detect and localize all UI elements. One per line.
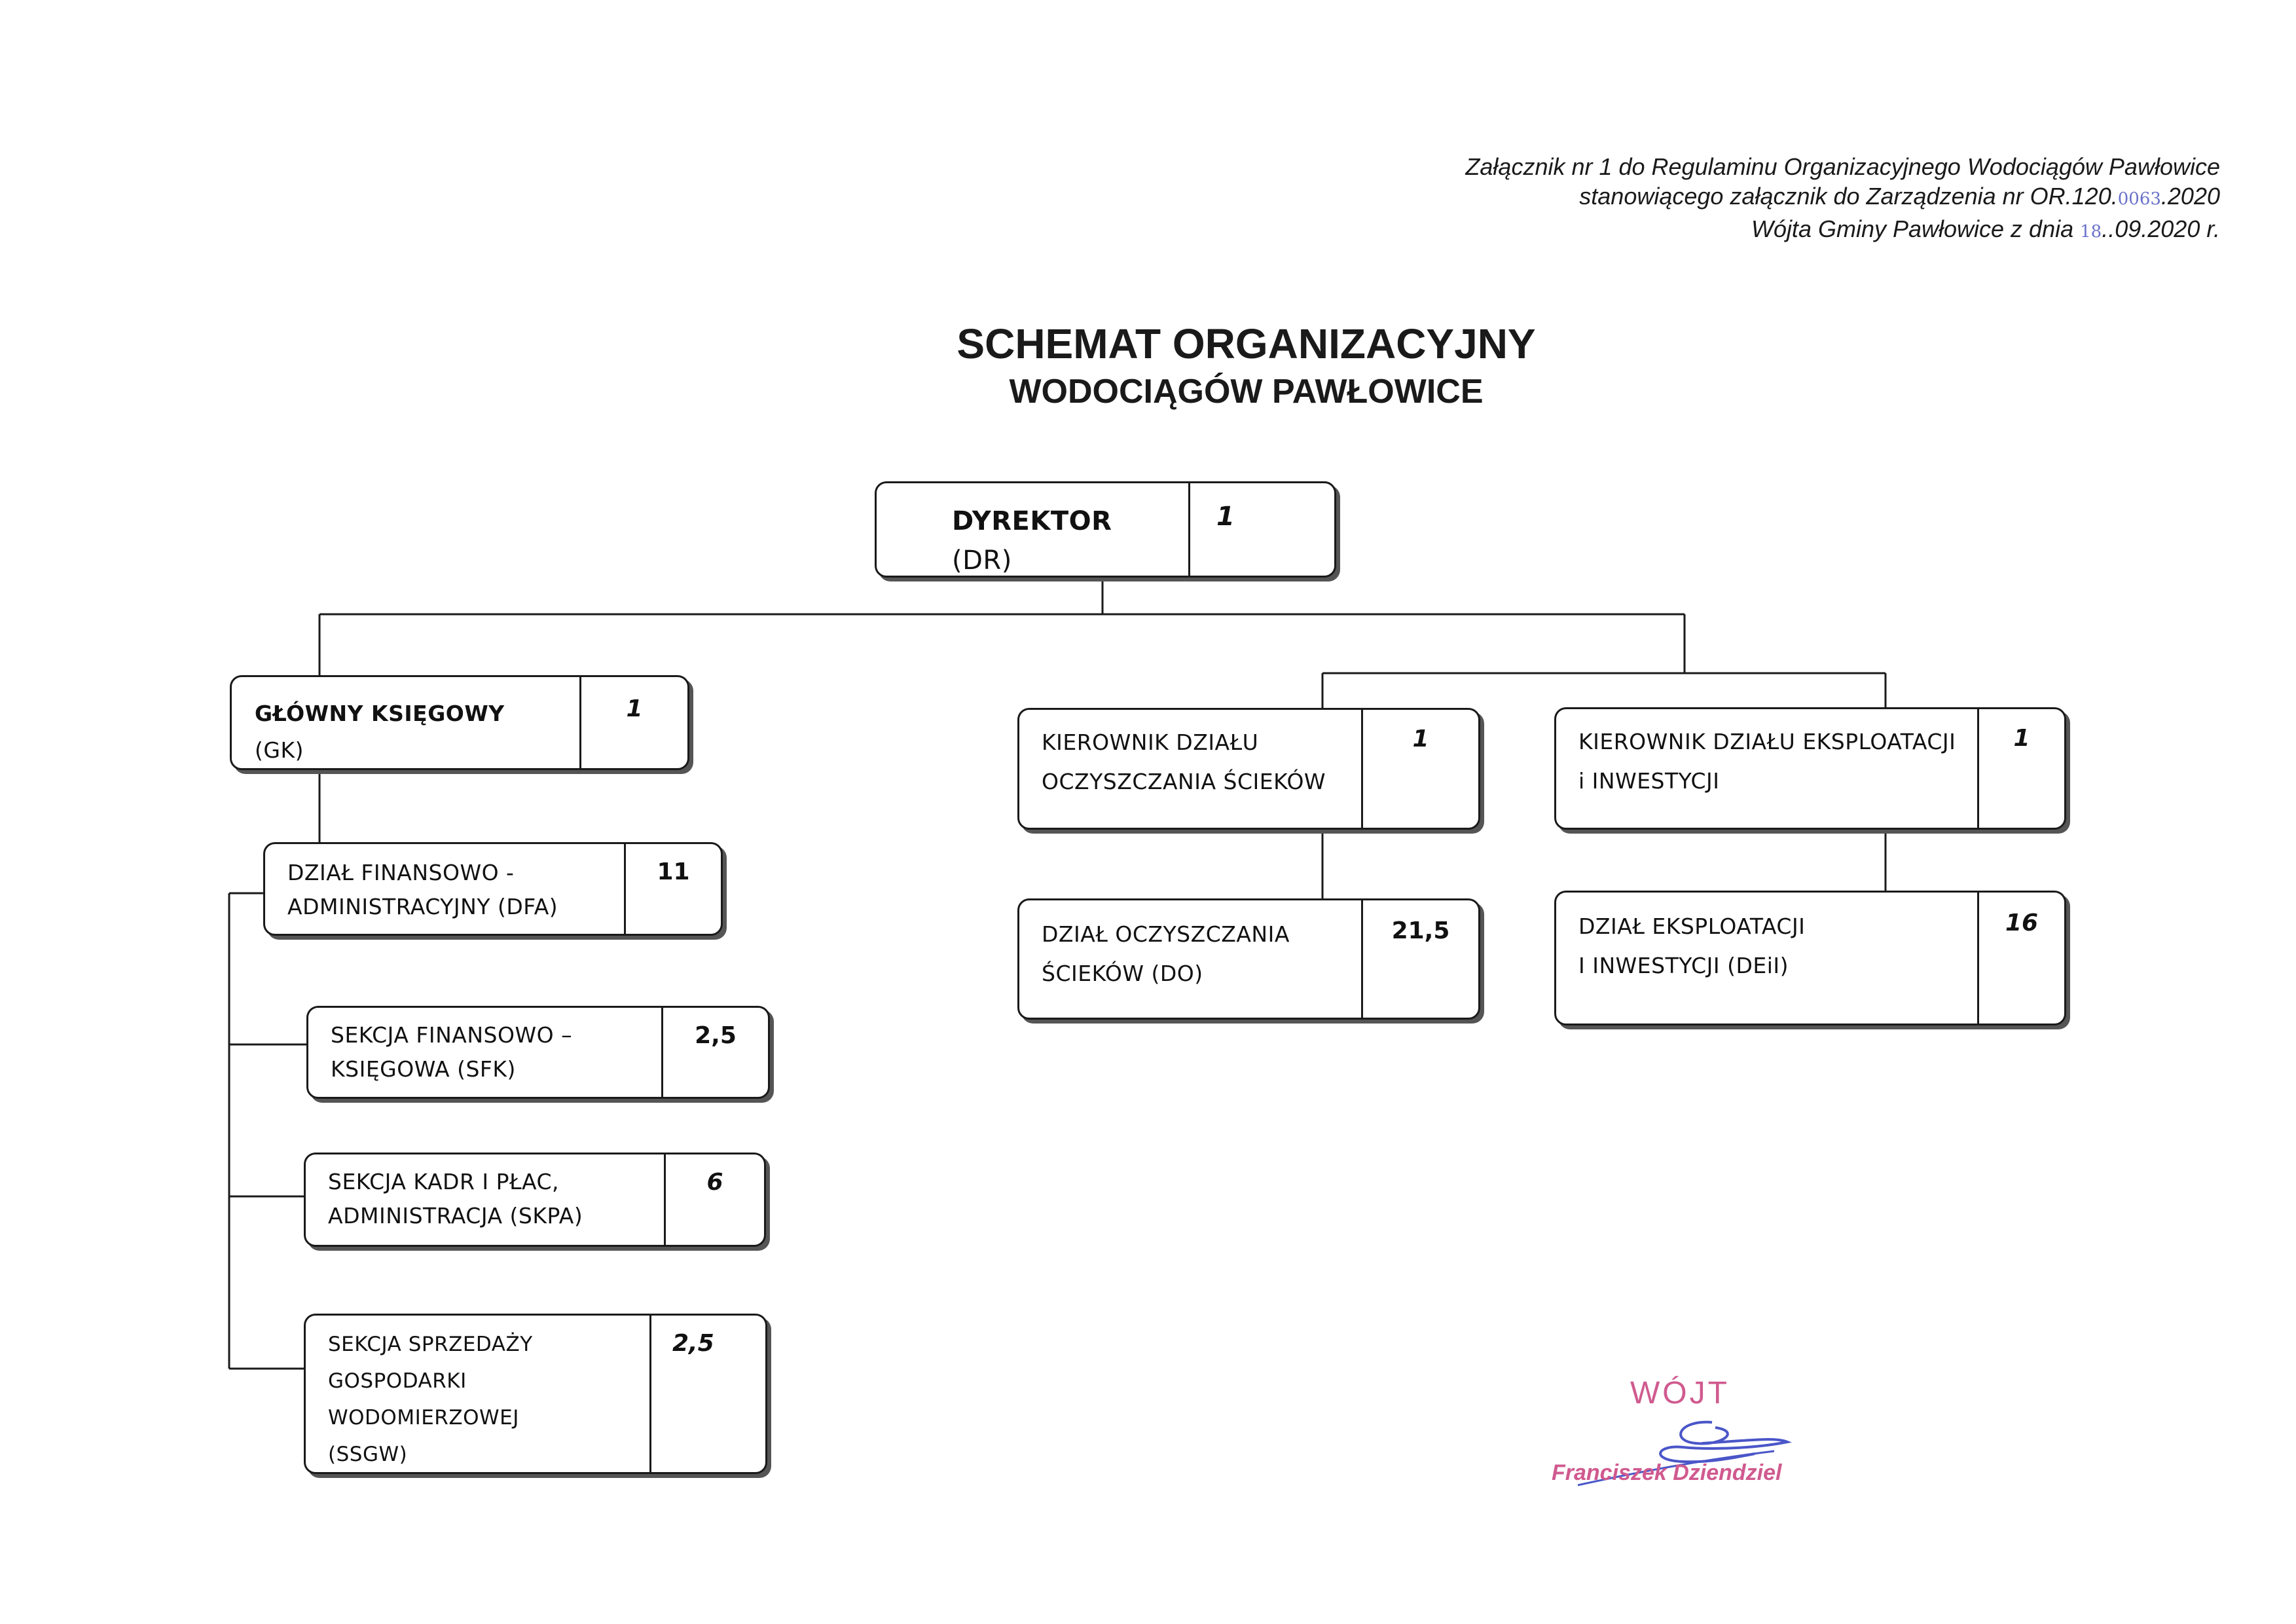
chart-title: SCHEMAT ORGANIZACYJNY (957, 320, 1536, 367)
skpa-count: 6 (664, 1154, 764, 1245)
gk-title: GŁÓWNY KSIĘGOWY (255, 701, 505, 726)
dfa-count: 11 (624, 844, 721, 934)
chart-subtitle: WODOCIĄGÓW PAWŁOWICE (1009, 373, 1484, 411)
do-count: 21,5 (1361, 900, 1478, 1018)
box-sekcja-finansowo-ksiegowa (306, 1006, 770, 1099)
kdo-count: 1 (1361, 710, 1478, 828)
sfk-line-2: KSIĘGOWA (SFK) (331, 1056, 516, 1082)
do-line-1: DZIAŁ OCZYSZCZANIA (1042, 921, 1290, 947)
box-dzial-finansowo-administracyjny (263, 842, 723, 936)
kdo-label (1019, 710, 1361, 828)
box-kierownik-oczyszczania (1017, 708, 1480, 830)
kdei-line-1: KIEROWNIK DZIAŁU EKSPLOATACJI (1578, 729, 1956, 754)
kdei-line-2: i INWESTYCJI (1578, 768, 1720, 794)
box-kierownik-eksploatacji (1554, 707, 2066, 830)
dfa-label (265, 844, 624, 934)
ssgw-line-2: GOSPODARKI WODOMIERZOWEJ (328, 1369, 519, 1430)
wojt-stamp (1539, 1375, 1840, 1506)
kdei-count: 1 (1977, 709, 2064, 828)
box-sekcja-kadr-i-plac (304, 1153, 766, 1247)
do-label (1019, 900, 1361, 1018)
header-line-2-post: .2020 (2160, 183, 2220, 210)
skpa-line-1: SEKCJA KADR I PŁAC, (328, 1169, 560, 1194)
header-line-2-pre: stanowiącego załącznik do Zarządzenia nr OR.120. (1579, 183, 2118, 210)
handwritten-day: 18 (2080, 222, 2102, 242)
ssgw-count: 2,5 (649, 1316, 765, 1472)
header-line-3-post: ..09.2020 r. (2102, 215, 2220, 242)
signature-scribble (1539, 1375, 1840, 1506)
box-glowny-ksiegowy (230, 675, 689, 770)
stamp-name: Franciszek Dziendziel (1552, 1460, 1782, 1485)
sfk-label (308, 1008, 661, 1097)
dei-count: 16 (1977, 893, 2064, 1024)
kdo-line-1: KIEROWNIK DZIAŁU (1042, 729, 1259, 755)
dyrektor-code: (DR) (952, 545, 1012, 576)
dfa-line-2: ADMINISTRACYJNY (DFA) (287, 894, 558, 919)
box-dzial-oczyszczania (1017, 898, 1480, 1020)
header-line-1: Załącznik nr 1 do Regulaminu Organizacyjnego Wodociągów Pawłowice (1465, 153, 2220, 180)
box-dzial-eksploatacji (1554, 891, 2066, 1025)
do-line-2: ŚCIEKÓW (DO) (1042, 961, 1203, 986)
dyrektor-title: DYREKTOR (952, 506, 1112, 536)
skpa-label (306, 1154, 664, 1245)
dei-label (1556, 893, 1977, 1024)
kdei-label (1556, 709, 1977, 828)
box-sekcja-sprzedazy (304, 1314, 767, 1474)
header-line-3-pre: Wójta Gminy Pawłowice z dnia (1751, 215, 2081, 242)
gk-code: (GK) (255, 737, 304, 763)
dyrektor-count: 1 (1188, 483, 1334, 576)
dfa-line-1: DZIAŁ FINANSOWO - (287, 860, 515, 885)
sfk-line-1: SEKCJA FINANSOWO – (331, 1022, 573, 1048)
kdo-line-2: OCZYSZCZANIA ŚCIEKÓW (1042, 769, 1326, 794)
ssgw-line-3: (SSGW) (328, 1443, 408, 1466)
box-dyrektor (875, 481, 1336, 578)
dyrektor-label (877, 483, 1188, 576)
ssgw-label (306, 1316, 649, 1472)
skpa-line-2: ADMINISTRACJA (SKPA) (328, 1203, 583, 1228)
stamp-title: WÓJT (1630, 1376, 1730, 1411)
handwritten-number: 0063 (2117, 189, 2161, 209)
sfk-count: 2,5 (661, 1008, 768, 1097)
gk-count: 1 (579, 677, 687, 768)
dei-line-2: I INWESTYCJI (DEiI) (1578, 953, 1789, 978)
gk-label (232, 677, 579, 768)
dei-line-1: DZIAŁ EKSPLOATACJI (1578, 913, 1806, 939)
ssgw-line-1: SEKCJA SPRZEDAŻY (328, 1333, 533, 1356)
